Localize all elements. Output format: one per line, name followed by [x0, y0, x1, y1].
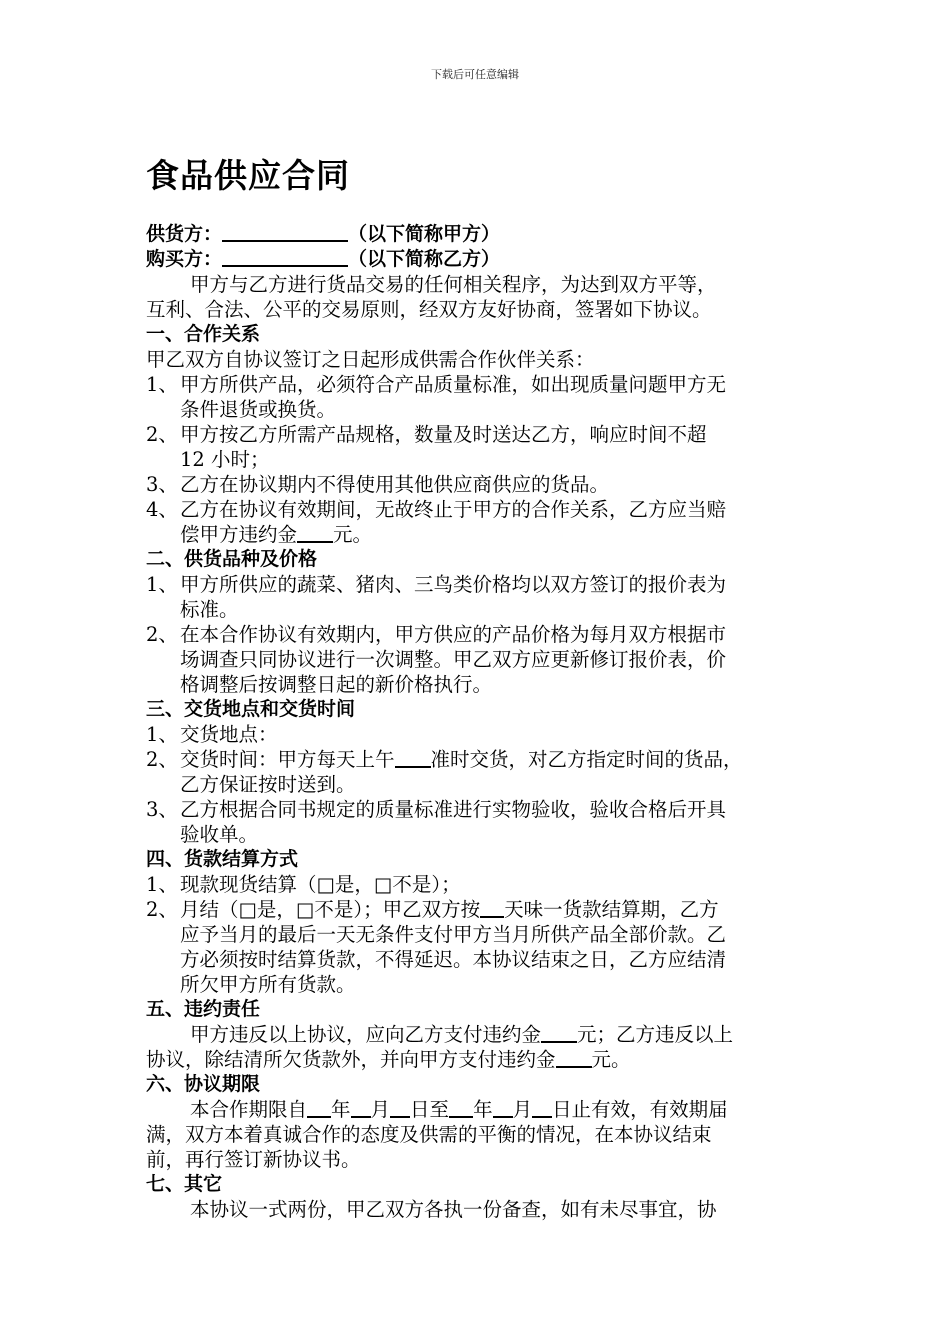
item-number: 3、 [146, 473, 178, 496]
item-number: 2、 [146, 423, 178, 446]
days-blank[interactable] [480, 898, 504, 918]
list-item [146, 497, 826, 547]
list-item [146, 422, 826, 472]
day-blank[interactable] [532, 1098, 552, 1118]
buyer-suffix: （以下简称乙方） [348, 248, 501, 270]
list-item [146, 872, 826, 897]
supplier-label: 供货方： [146, 223, 223, 245]
buyer-line [146, 247, 826, 272]
year-blank[interactable] [307, 1098, 331, 1118]
section-1-lead: 甲乙双方自协议签订之日起形成供需合作伙伴关系： [146, 348, 595, 371]
item-text: 标准。 [180, 598, 239, 621]
list-item [146, 747, 826, 797]
month-blank[interactable] [493, 1098, 513, 1118]
paragraph-line: 甲方违反以上协议，应向乙方支付违约金 元；乙方违反以上 [190, 1023, 734, 1046]
item-text: 条件退货或换货。 [180, 398, 337, 421]
paragraph-line: 本协议一式两份，甲乙双方各执一份备查，如有未尽事宜，协 [190, 1198, 717, 1221]
list-item [146, 372, 826, 422]
page-title: 食品供应合同 [146, 156, 350, 195]
item-text: 月结（□是，□不是）；甲乙双方按 [180, 898, 481, 921]
item-text: 乙方根据合同书规定的质量标准进行实物验收，验收合格后开具 [180, 798, 727, 821]
intro-line-2: 互利、合法、公平的交易原则，经双方友好协商，签署如下协议。 [146, 298, 712, 321]
list-item [146, 897, 826, 997]
item-text: 乙方保证按时送到。 [180, 773, 356, 796]
supplier-suffix: （以下简称甲方） [348, 223, 501, 245]
amount-blank[interactable] [541, 1023, 577, 1043]
item-text: 元。 [333, 523, 373, 546]
item-number: 2、 [146, 623, 178, 646]
item-number: 2、 [146, 898, 178, 921]
item-text: 乙方在协议有效期间，无故终止于甲方的合作关系，乙方应当赔 [180, 498, 727, 521]
paragraph-line: 协议，除结清所欠货款外，并向甲方支付违约金 元。 [146, 1048, 631, 1071]
supplier-line [146, 222, 826, 247]
item-text: 甲方按乙方所需产品规格，数量及时送达乙方，响应时间不超 [180, 423, 707, 446]
item-text: 甲方所供产品，必须符合产品质量标准，如出现质量问题甲方无 [180, 373, 727, 396]
item-text: 甲方所供应的蔬菜、猪肉、三鸟类价格均以双方签订的报价表为 [180, 573, 727, 596]
item-text: 格调整后按调整日起的新价格执行。 [180, 673, 493, 696]
paragraph-line: 前，再行签订新协议书。 [146, 1148, 361, 1171]
header-note: 下载后可任意编辑 [431, 68, 519, 81]
section-heading-3: 三、交货地点和交货时间 [146, 698, 356, 720]
item-text: 天味一货款结算期，乙方 [504, 898, 719, 921]
list-item [146, 797, 826, 847]
section-heading-4: 四、货款结算方式 [146, 848, 299, 870]
item-text: 12 小时； [180, 448, 270, 471]
item-text: 应予当月的最后一天无条件支付甲方当月所供产品全部价款。乙 [180, 923, 727, 946]
intro-line-1: 甲方与乙方进行货品交易的任何相关程序，为达到双方平等， [190, 273, 717, 296]
list-item [146, 572, 826, 622]
item-text: 偿甲方违约金 [180, 523, 298, 546]
item-text: 方必须按时结算货款，不得延迟。本协议结束之日，乙方应结清 [180, 948, 727, 971]
item-text: 在本合作协议有效期内，甲方供应的产品价格为每月双方根据市 [180, 623, 727, 646]
item-number: 4、 [146, 498, 178, 521]
item-text: 现款现货结算（□是，□不是）； [180, 873, 461, 896]
time-blank[interactable] [395, 748, 431, 768]
section-heading-1: 一、合作关系 [146, 323, 261, 345]
item-text: 所欠甲方所有货款。 [180, 973, 356, 996]
paragraph-line: 满，双方本着真诚合作的态度及供需的平衡的情况，在本协议结束 [146, 1123, 712, 1146]
list-item [146, 622, 826, 697]
amount-blank[interactable] [556, 1048, 592, 1068]
item-text: 准时交货，对乙方指定时间的货品， [430, 748, 743, 771]
month-blank[interactable] [351, 1098, 371, 1118]
paragraph-line: 本合作期限自 年 月 日至 年 月 日止有效，有效期届 [190, 1098, 728, 1121]
buyer-label: 购买方： [146, 248, 223, 270]
item-number: 1、 [146, 573, 178, 596]
item-number: 1、 [146, 873, 178, 896]
item-text: 乙方在协议期内不得使用其他供应商供应的货品。 [180, 473, 610, 496]
section-heading-6: 六、协议期限 [146, 1073, 261, 1095]
item-text: 场调查只同协议进行一次调整。甲乙双方应更新修订报价表，价 [180, 648, 727, 671]
supplier-blank[interactable] [222, 222, 348, 242]
list-item [146, 722, 826, 747]
amount-blank[interactable] [297, 523, 333, 543]
day-blank[interactable] [390, 1098, 410, 1118]
item-text: 验收单。 [180, 823, 259, 846]
section-heading-5: 五、违约责任 [146, 998, 261, 1020]
contract-body [146, 222, 826, 1222]
item-number: 1、 [146, 373, 178, 396]
item-number: 2、 [146, 748, 178, 771]
item-number: 3、 [146, 798, 178, 821]
item-text: 交货地点： [180, 723, 278, 746]
section-heading-7: 七、其它 [146, 1173, 223, 1195]
item-number: 1、 [146, 723, 178, 746]
year-blank[interactable] [449, 1098, 473, 1118]
section-heading-2: 二、供货品种及价格 [146, 548, 318, 570]
list-item [146, 472, 826, 497]
item-text: 交货时间：甲方每天上午 [180, 748, 395, 771]
buyer-blank[interactable] [222, 247, 348, 267]
